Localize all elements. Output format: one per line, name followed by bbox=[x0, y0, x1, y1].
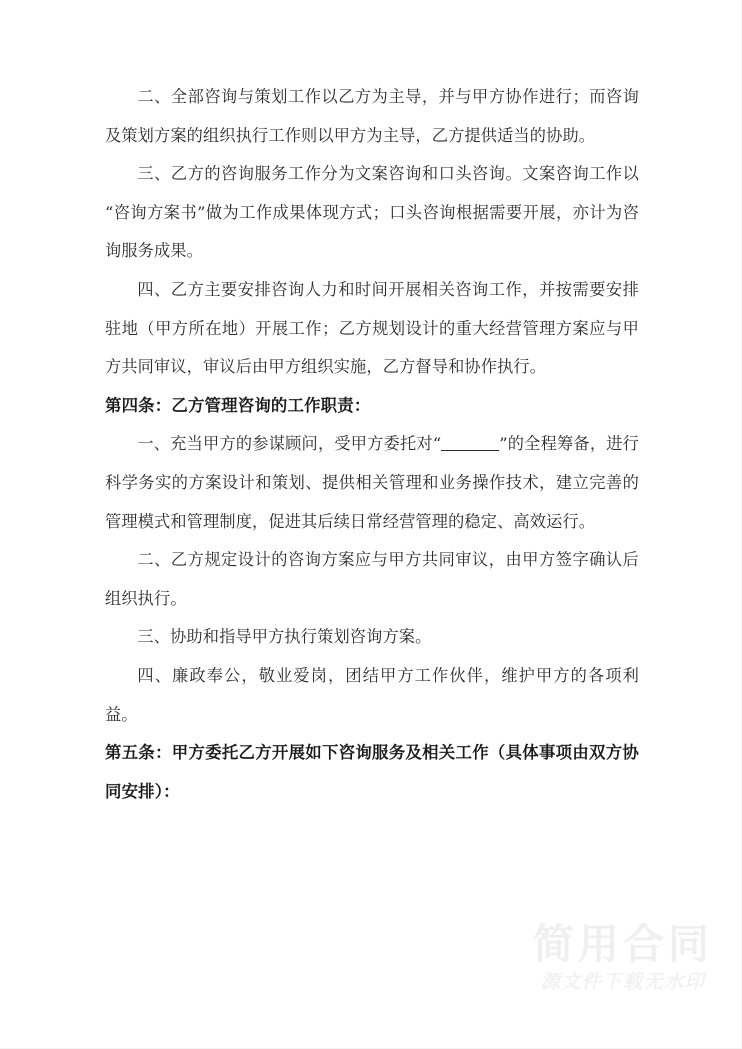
paragraph-clause4-item1 bbox=[105, 425, 639, 541]
paragraph-clause3-item2: 二、全部咨询与策划工作以乙方为主导，并与甲方协作进行；而咨询及策划方案的组织执行工作则以甲方为主导，乙方提供适当的协助。 bbox=[105, 87, 639, 145]
watermark bbox=[533, 922, 713, 996]
heading-clause-5: 第五条：甲方委托乙方开展如下咨询服务及相关工作（具体事项由双方协同安排）： bbox=[105, 743, 639, 801]
paragraph-clause4-item2: 二、乙方规定设计的咨询方案应与甲方共同审议，由甲方签字确认后组织执行。 bbox=[105, 550, 639, 608]
watermark-brand-text: 简用合同 bbox=[533, 920, 713, 969]
clause4-item1-text-after-blank: ”的全程筹备，进行科学务实的方案设计和策划、提供相关管理和业务操作技术，建立完善的管理模式和管理制度，促进其后续日常经营管理的稳定、高效运行。 bbox=[105, 434, 640, 531]
heading-clause-4: 第四条：乙方管理咨询的工作职责： bbox=[105, 395, 371, 415]
paragraph-clause3-item4: 四、乙方主要安排咨询人力和时间开展相关咨询工作，并按需要安排驻地（甲方所在地）开展工作；乙方规划设计的重大经营管理方案应与甲方共同审议，审议后由甲方组织实施，乙方督导和协作执行。 bbox=[105, 279, 639, 377]
paragraph-clause4-item4: 四、廉政奉公，敬业爱岗，团结甲方工作伙伴，维护甲方的各项利益。 bbox=[105, 665, 639, 724]
watermark-subtitle-text: 源文件下载无水印 bbox=[540, 971, 706, 994]
paragraph-clause3-item3: 三、乙方的咨询服务工作分为文案咨询和口头咨询。文案咨询工作以“咨询方案书”做为工作成果体现方式；口头咨询根据需要开展，亦计为咨询服务成果。 bbox=[105, 164, 639, 261]
document-body bbox=[105, 78, 639, 811]
clause4-item1-text-before-blank: 一、充当甲方的参谋顾问，受甲方委托对“ bbox=[137, 434, 442, 454]
blank-fill-field[interactable] bbox=[441, 450, 499, 451]
paragraph-clause4-item3: 三、协助和指导甲方执行策划咨询方案。 bbox=[137, 627, 432, 647]
